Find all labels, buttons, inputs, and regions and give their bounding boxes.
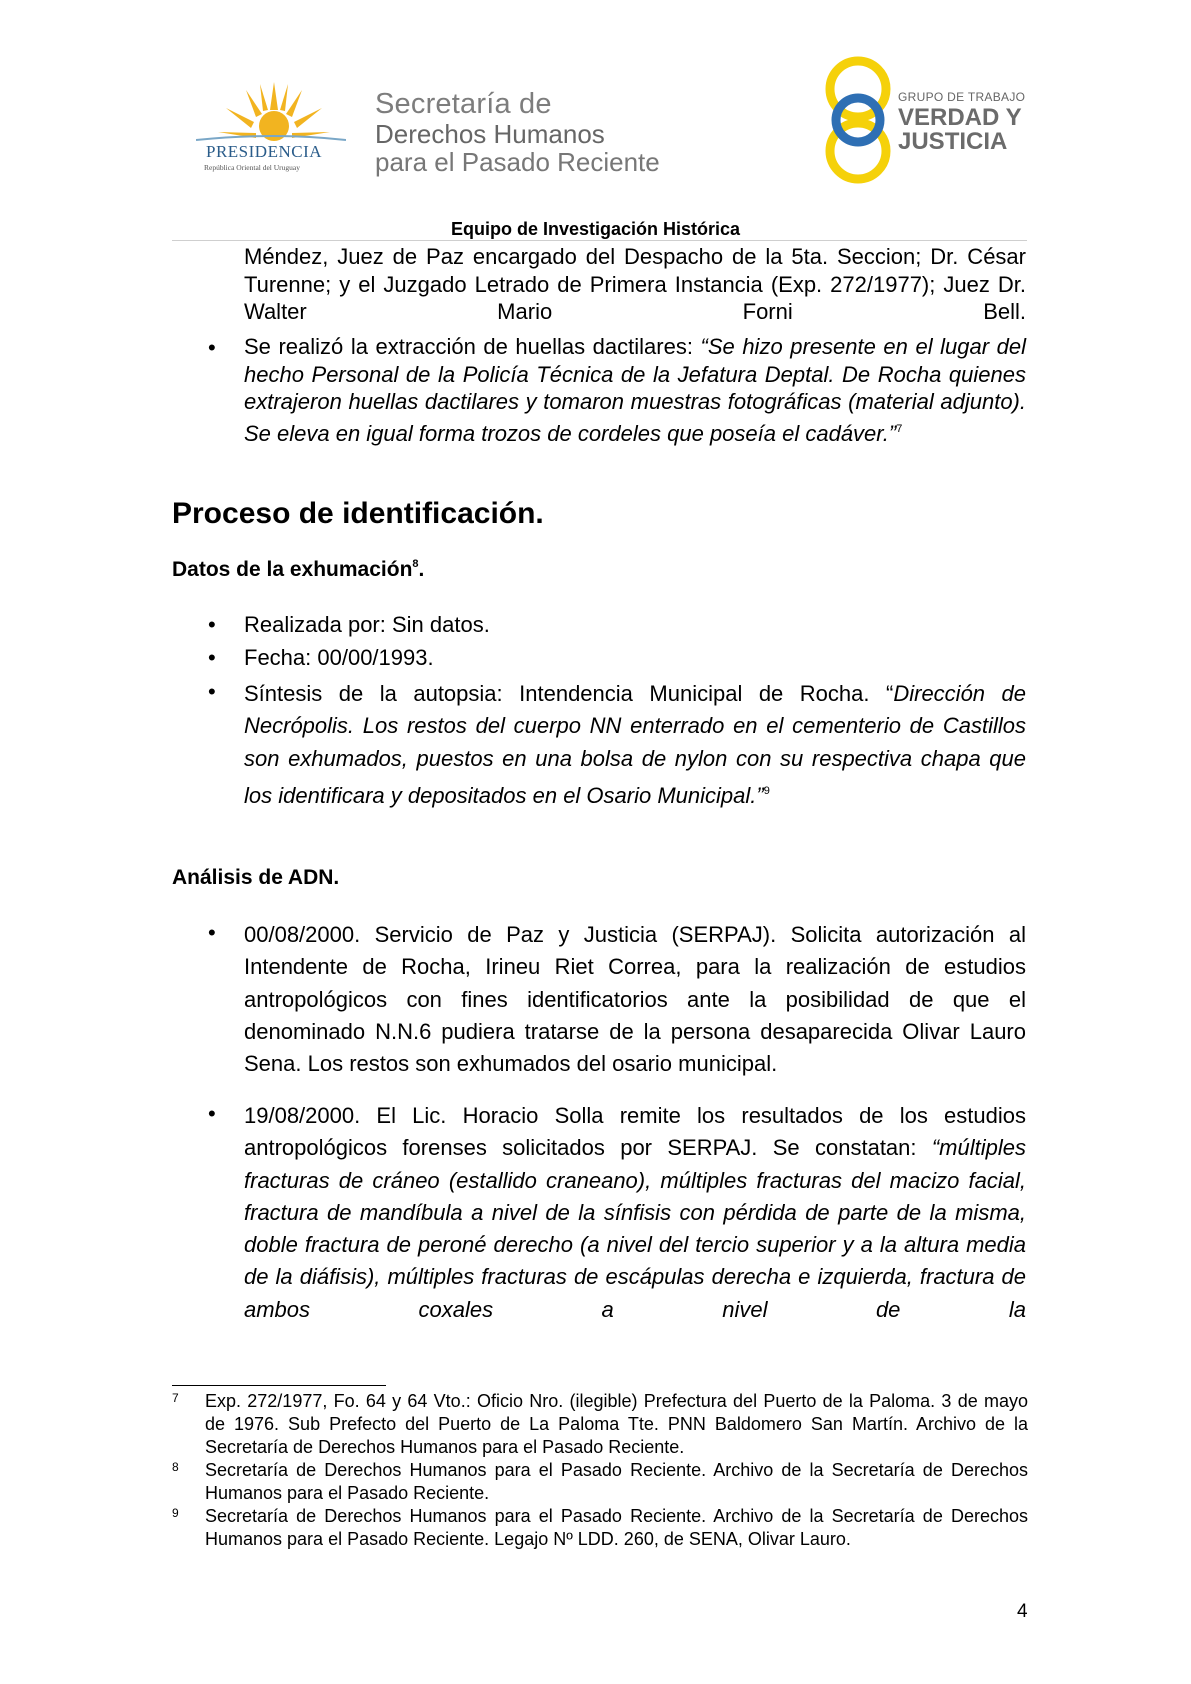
page-number: 4 [1017,1601,1028,1622]
presidencia-logo [196,80,346,180]
footnote-9: Secretaría de Derechos Humanos para el Pasado Reciente. Archivo de la Secretaría de Derechos Humanos para el Pasado Reciente. Legajo Nº LDD. 260, de SENA, Olivar Lauro. [205,1506,1028,1549]
exhumacion-heading-text: Datos de la exhumación [172,558,413,581]
header-divider [172,240,1027,241]
presidencia-subtitle: República Oriental del Uruguay [204,163,301,172]
bullet-icon: • [208,1101,216,1126]
adn-item-2-lead: 19/08/2000. El Lic. Horacio Solla remite los resultados de los estudios antropológicos forenses solicitados por SERPAJ. Se constatan: [244,1103,1026,1161]
fecha-text: Fecha: 00/00/1993. [244,645,434,670]
footnote-ref-9: 9 [763,784,770,797]
realizada-item [244,611,1026,639]
realizada-text: Realizada por: Sin datos. [244,612,490,637]
verdad-justicia-logo [820,56,1030,186]
sintesis-quote: Dirección de Necrópolis. Los restos del cuerpo NN enterrado en el cementerio de Castillos son exhumados, puestos en una bolsa de nylon con su respectiva chapa que los identificara y depositados en el Osario Municipal.” [244,681,1027,808]
adn-item-2-quote: “múltiples fracturas de cráneo (estallido craneano), múltiples fracturas del macizo facial, fractura de mandíbula a nivel de la sínfisis con pérdida de parte de la misma, doble fractura de peroné derecho (a nivel del tercio superior y a la altura media de la diáfisis), múltiples fracturas de escápulas derecha e izquierda, fractura de ambos coxales a nivel de la [244,1135,1026,1322]
footnote-ref-8: 8 [412,558,419,570]
exhumacion-heading-end: . [418,558,425,581]
bullet-icon: • [208,645,216,670]
fecha-item [244,644,1026,672]
grupo-trabajo-label: GRUPO DE TRABAJO [898,90,1026,104]
section-title: Proceso de identificación. [172,497,544,530]
adn-heading: Análisis de ADN. [172,866,340,889]
bullet-icon: • [208,335,216,360]
adn-item-2 [244,1100,1026,1326]
verdad-label: VERDAD Y [898,104,1022,131]
bullet-icon: • [208,920,216,945]
footnote-number: 9 [172,1506,179,1520]
footnote-8: Secretaría de Derechos Humanos para el Pasado Reciente. Archivo de la Secretaría de Derechos Humanos para el Pasado Reciente. [205,1460,1028,1503]
bullet-icon: • [208,679,216,704]
presidencia-label: PRESIDENCIA [206,142,323,161]
exhumacion-heading [172,558,424,582]
bullet-icon: • [208,612,216,637]
secretaria-line-3: para el Pasado Reciente [375,147,660,177]
rings-icon [820,56,900,186]
sintesis-item [244,678,1026,812]
huellas-item [244,333,1026,448]
footnote-divider [172,1385,386,1386]
footnote-ref-7: 7 [896,423,903,436]
sintesis-lead: Síntesis de la autopsia: Intendencia Municipal de Rocha. “ [244,681,894,706]
footnote-number: 8 [172,1460,179,1474]
sun-icon [196,80,346,146]
continuation-text: Méndez, Juez de Paz encargado del Despacho de la 5ta. Seccion; Dr. César Turenne; y el Juzgado Letrado de Primera Instancia (Exp. 272/1977); Juez Dr. Walter Mario Forni Bell. [244,244,1026,325]
huellas-lead: Se realizó la extracción de huellas dactilares: [244,334,701,359]
adn-item-1 [244,919,1026,1080]
continuation-paragraph [244,243,1026,326]
secretaria-line-2: Derechos Humanos [375,119,605,149]
footnote-number: 7 [172,1391,179,1405]
adn-item-1-text: 00/08/2000. Servicio de Paz y Justicia (SERPAJ). Solicita autorización al Intendente de Rocha, Irineu Riet Correa, para la realización de estudios antropológicos con fines identificatorios ante la posibilidad de que el denominado N.N.6 pudiera tratarse de la persona desaparecida Olivar Lauro Sena. Los restos son exhumados del osario municipal. [244,922,1026,1077]
secretaria-line-1: Secretaría de [375,88,552,120]
footnote-7: Exp. 272/1977, Fo. 64 y 64 Vto.: Oficio Nro. (ilegible) Prefectura del Puerto de la Paloma. 3 de mayo de 1976. Sub Prefecto del Puerto de La Paloma Tte. PNN Baldomero San Martín. Archivo de la Secretaría de Derechos Humanos para el Pasado Reciente. [205,1391,1028,1457]
secretaria-logo [375,88,705,183]
justicia-label: JUSTICIA [898,128,1008,155]
header-title: Equipo de Investigación Histórica [450,219,741,239]
huellas-quote: “Se hizo presente en el lugar del hecho Personal de la Policía Técnica de la Jefatura Deptal. De Rocha quienes extrajeron huellas dactilares y tomaron muestras fotográficas (material adjunto). Se eleva en igual forma trozos de cordeles que poseía el cadáver.” [244,334,1026,447]
